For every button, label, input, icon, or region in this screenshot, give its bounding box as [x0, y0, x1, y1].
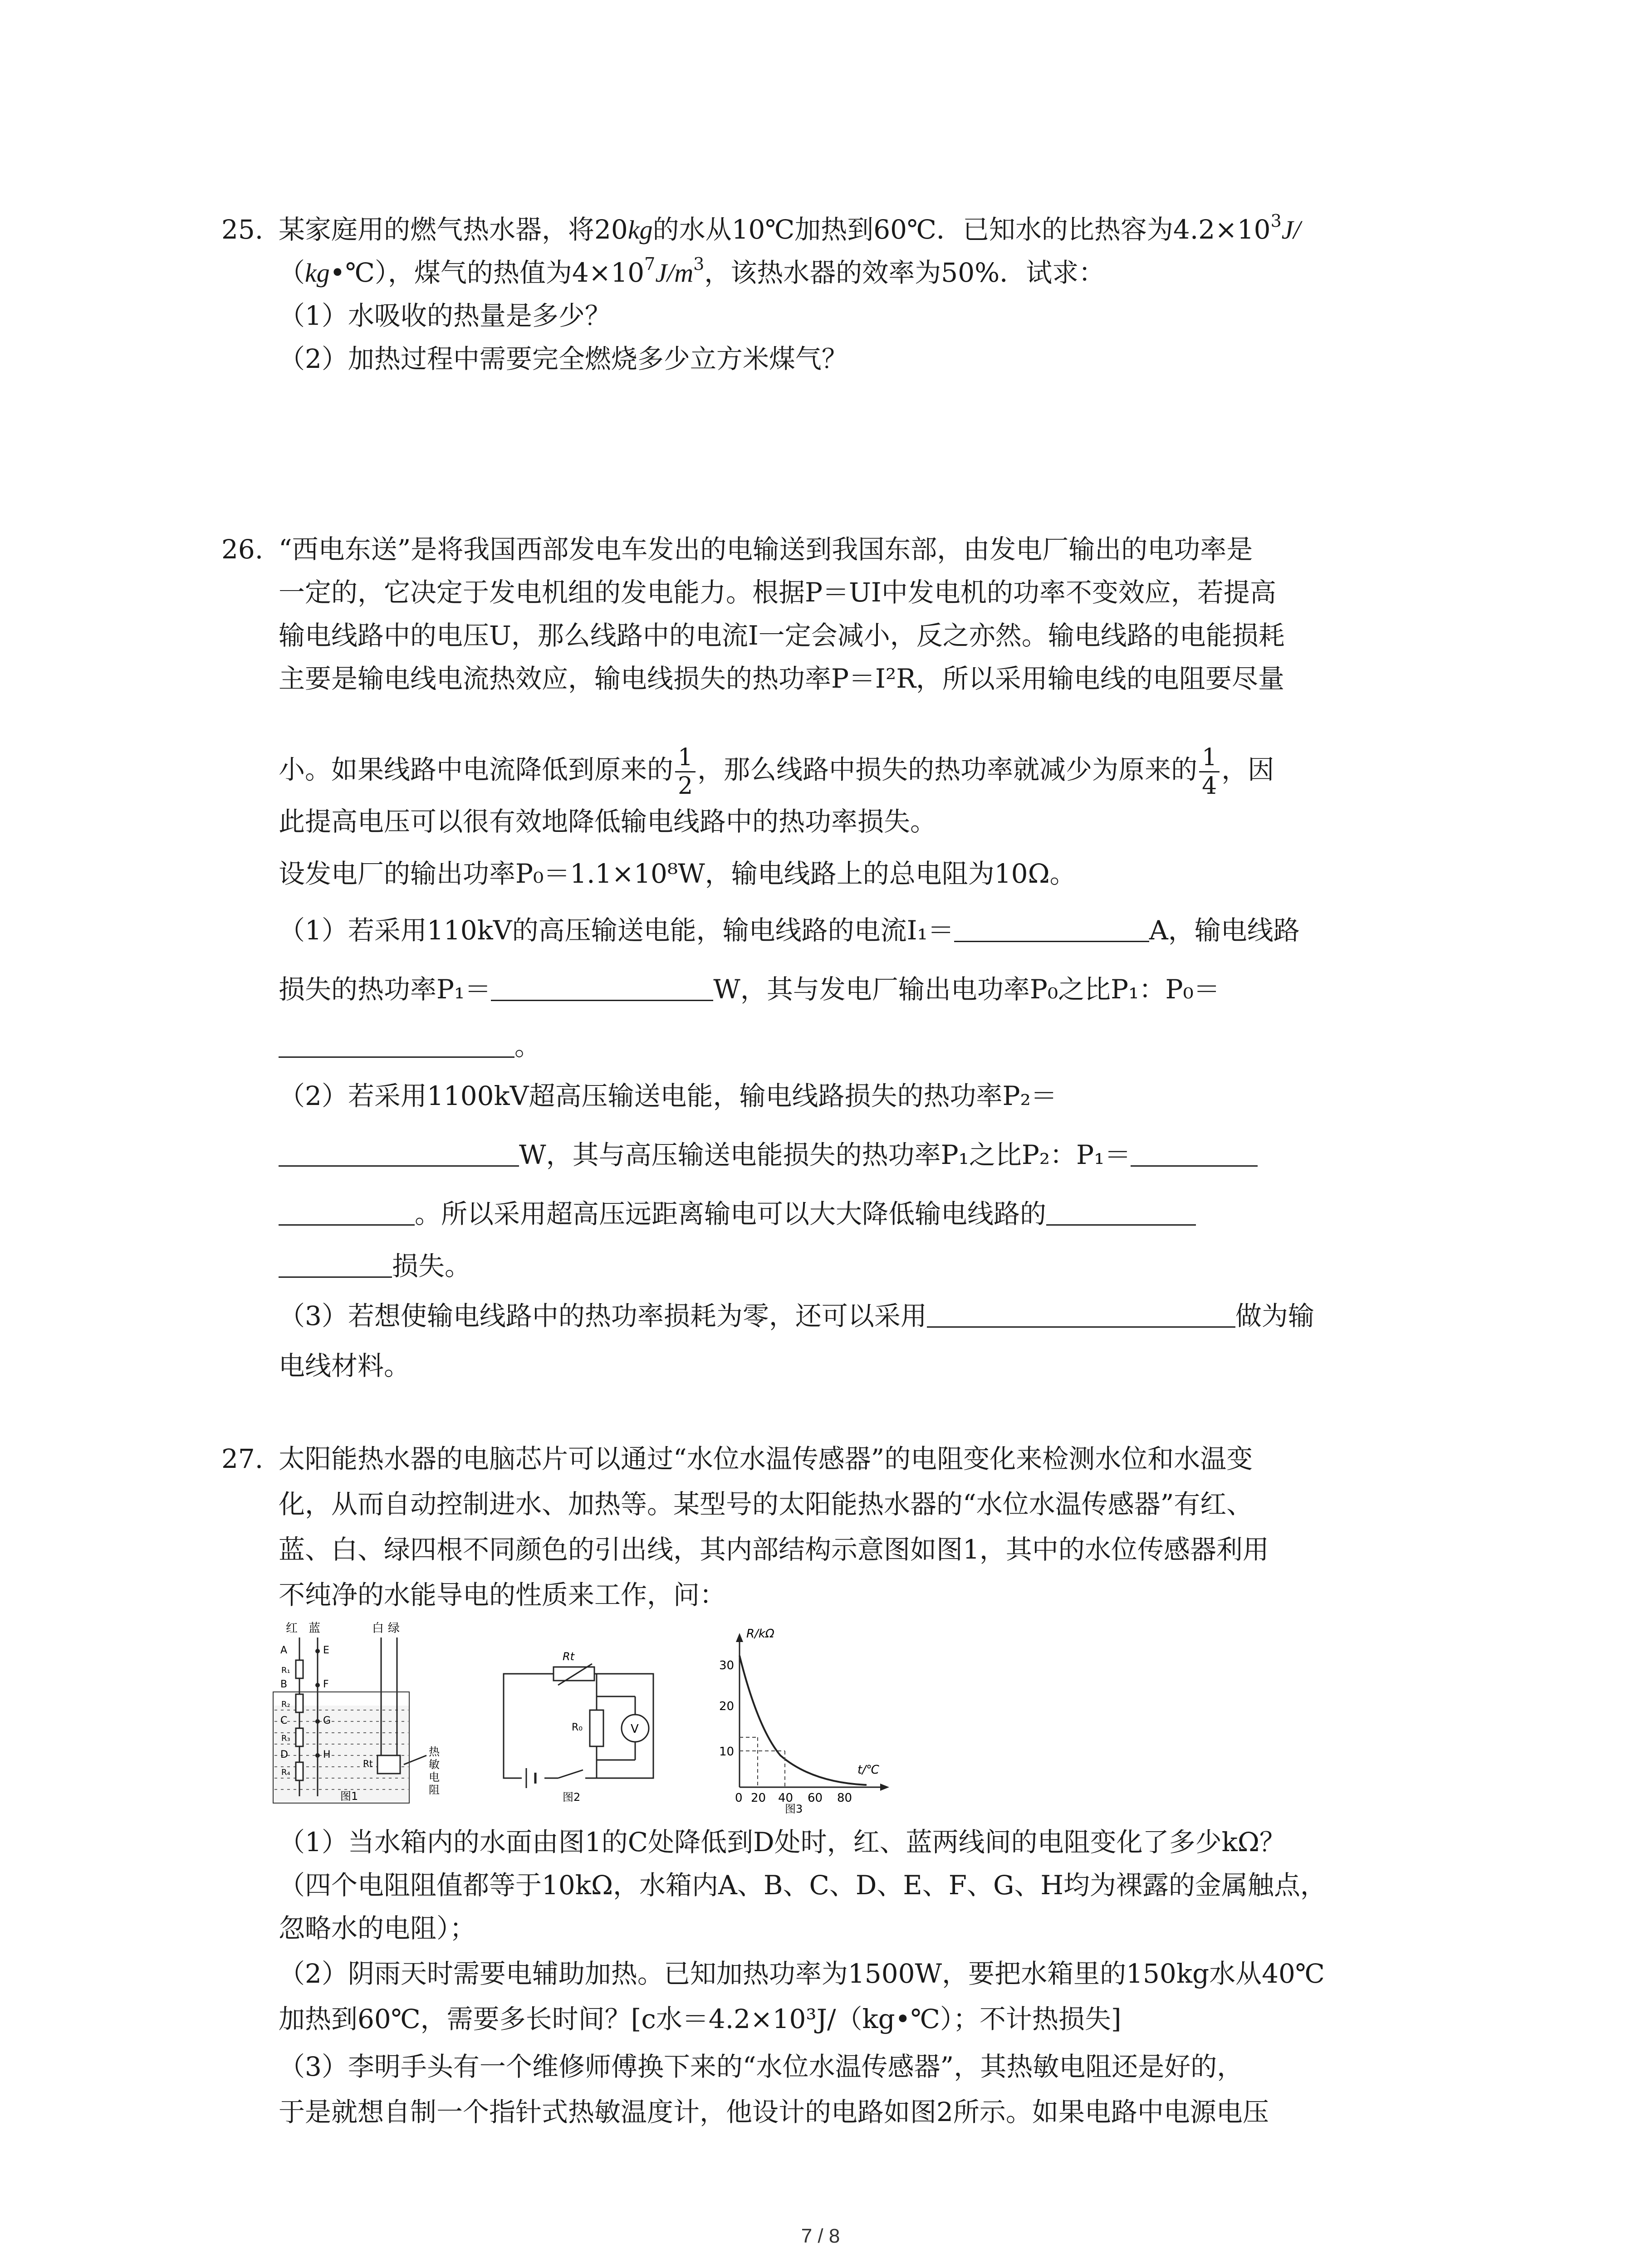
answer-blank-material[interactable] [927, 1304, 1235, 1328]
question-26-number: 26. [221, 534, 264, 565]
q27-sub2-line-2: 加热到60℃，需要多长时间？[c水＝4.2×10³J/（kg•℃）；不计热损失] [279, 2004, 1122, 2034]
q26-line-5: 小。如果线路中电流降低到原来的 $\frac{1}{2}$ ，那么线路中损失的热功率就减少为原来的 $\frac{1}{4}$ ，因 [279, 744, 1274, 800]
answer-blank-loss-type[interactable] [1046, 1202, 1196, 1226]
thermistor-label-4: 阻 [429, 1784, 440, 1796]
fig3-xtick-60: 60 [808, 1791, 823, 1805]
fig3-xtick-0: 0 [735, 1791, 743, 1805]
label-red: 红 [286, 1622, 298, 1635]
q27-sub1-line-2: （四个电阻阻值都等于10kΩ，水箱内A、B、C、D、E、F、G、H均为裸露的金属触点， [279, 1870, 1327, 1901]
fig3-ytick-10: 10 [719, 1745, 735, 1759]
fig2-rt-label: Rt [563, 1650, 575, 1663]
figure-2-caption: 图2 [563, 1791, 581, 1804]
rt-label: Rt [363, 1758, 373, 1769]
page-number: 7 / 8 [801, 2225, 840, 2247]
contact-A: A [280, 1645, 288, 1656]
q27-line-2: 化，从而自动控制进水、加热等。某型号的太阳能热水器的“水位水温传感器”有红、 [279, 1489, 1253, 1520]
question-27-number: 27. [221, 1443, 264, 1474]
q27-line-3: 蓝、白、绿四根不同颜色的引出线，其内部结构示意图如图1，其中的水位传感器利用 [279, 1534, 1269, 1565]
label-blue: 蓝 [309, 1622, 321, 1635]
q26-line-2: 一定的，它决定于发电机组的发电能力。根据P＝UI中发电机的功率不变效应，若提高 [279, 577, 1276, 608]
resistor-r2: R₂ [281, 1700, 290, 1709]
resistor-r3: R₃ [281, 1734, 290, 1743]
q26-line-3: 输电线路中的电压U，那么线路中的电流I一定会减小，反之亦然。输电线路的电能损耗 [279, 620, 1285, 651]
q26-line-6: 此提高电压可以很有效地降低输电线路中的热功率损失。 [279, 806, 937, 837]
q25-line-2: （kg•℃），煤气的热值为$4\times 10^7J/m^3$，该热水器的效率为50%．试求： [279, 254, 1105, 288]
answer-blank-ratio-p2-p1[interactable] [1131, 1143, 1258, 1167]
q27-sub1-line-1: （1）当水箱内的水面由图1的C处降低到D处时，红、蓝两线间的电阻变化了多少kΩ？ [279, 1827, 1286, 1857]
contact-B: B [280, 1679, 288, 1690]
q26-part2-line-1: （2）若采用1100kV超高压输送电能，输电线路损失的热功率P₂＝ [279, 1080, 1057, 1111]
q25-sub-1: （1）水吸收的热量是多少？ [279, 300, 611, 331]
q25-sub-2: （2）加热过程中需要完全燃烧多少立方米煤气？ [279, 343, 848, 374]
fig2-r0-label: R₀ [572, 1722, 583, 1733]
contact-C: C [280, 1715, 288, 1726]
contact-D: D [280, 1749, 288, 1760]
q26-part1-line-3: 。 [279, 1030, 541, 1062]
contact-E: E [323, 1645, 329, 1656]
q27-sub3-line-1: （3）李明手头有一个维修师傅换下来的“水位水温传感器”，其热敏电阻还是好的， [279, 2051, 1244, 2082]
fig3-ytick-20: 20 [719, 1700, 735, 1713]
label-green: 绿 [388, 1622, 400, 1635]
q26-part2-line-3: 。所以采用超高压远距离输电可以大大降低输电线路的 [279, 1198, 1196, 1230]
contact-F: F [323, 1679, 329, 1690]
answer-blank-ratio-p2-p1-cont[interactable] [279, 1202, 415, 1226]
fig2-voltmeter-label: V [631, 1722, 639, 1736]
answer-blank-power-p1[interactable] [491, 977, 713, 1001]
q27-line-4: 不纯净的水能导电的性质来工作，问： [279, 1579, 726, 1610]
answer-blank-ratio-p1-p0[interactable] [279, 1034, 514, 1058]
q26-part1-line-2: 损失的热功率P₁＝ W，其与发电厂输出电功率P₀之比P₁：P₀＝ [279, 974, 1220, 1005]
fraction-one-quarter: $\frac{1}{4}$ [1199, 744, 1220, 800]
contact-G: G [323, 1715, 331, 1726]
answer-blank-power-p2[interactable] [279, 1143, 519, 1167]
contact-H: H [323, 1749, 331, 1760]
figure-3-resistance-temperature-graph [708, 1624, 898, 1814]
q27-sub1-line-3: 忽略水的电阻）； [279, 1913, 476, 1944]
q26-part3-line-1: （3）若想使输电线路中的热功率损耗为零，还可以采用 做为输 [279, 1300, 1314, 1331]
fig3-xlabel: t/℃ [857, 1763, 880, 1777]
answer-blank-current-i1[interactable] [954, 918, 1149, 942]
q26-part2-line-2: W，其与高压输送电能损失的热功率P₁之比P₂：P₁＝ [279, 1139, 1258, 1171]
q27-sub2-line-1: （2）阴雨天时需要电辅助加热。已知加热功率为1500W，要把水箱里的150kg水从40℃ [279, 1958, 1325, 1989]
q27-sub3-line-2: 于是就想自制一个指针式热敏温度计，他设计的电路如图2所示。如果电路中电源电压 [279, 2097, 1269, 2127]
figure-1-caption: 图1 [340, 1790, 358, 1803]
thermistor-label-3: 电 [429, 1771, 440, 1784]
fraction-one-half: $\frac{1}{2}$ [675, 744, 696, 800]
q26-part2-line-4: 损失。 [279, 1250, 471, 1282]
label-white: 白 [372, 1622, 384, 1635]
q26-part3-line-2: 电线材料。 [279, 1350, 411, 1381]
q26-part1-line-1: （1）若采用110kV的高压输送电能，输电线路的电流I₁＝ A，输电线路 [279, 915, 1300, 946]
q25-line-1: 某家庭用的燃气热水器，将20kg的水从10℃加热到60℃．已知水的比热容为$4.2\times 10^3J/$ [279, 211, 1301, 245]
thermistor-label-1: 热 [429, 1745, 440, 1758]
fig3-ylabel: R/kΩ [746, 1627, 774, 1641]
figure-2-circuit [490, 1647, 671, 1805]
q26-line-1: “西电东送”是将我国西部发电车发出的电输送到我国东部，由发电厂输出的电功率是 [279, 534, 1253, 565]
q26-line-4: 主要是输电线电流热效应，输电线损失的热功率P＝I²R，所以采用输电线的电阻要尽量 [279, 663, 1284, 694]
fig3-xtick-80: 80 [837, 1791, 852, 1805]
fig3-xtick-40: 40 [778, 1791, 794, 1805]
figure-3-caption: 图3 [785, 1803, 803, 1814]
resistor-r4: R₄ [281, 1768, 290, 1777]
thermistor-label-2: 敏 [429, 1758, 440, 1771]
question-25-number: 25. [221, 214, 264, 245]
q26-line-7: 设发电厂的输出功率P₀＝1.1×10⁸W，输电线路上的总电阻为10Ω。 [279, 858, 1076, 889]
figure-1-sensor-structure [272, 1619, 463, 1810]
q27-line-1: 太阳能热水器的电脑芯片可以通过“水位水温传感器”的电阻变化来检测水位和水温变 [279, 1443, 1253, 1474]
fig3-ytick-30: 30 [719, 1659, 735, 1672]
answer-blank-loss-type-cont[interactable] [279, 1254, 392, 1278]
resistor-r1: R₁ [281, 1666, 290, 1675]
fig3-xtick-20: 20 [751, 1791, 766, 1805]
